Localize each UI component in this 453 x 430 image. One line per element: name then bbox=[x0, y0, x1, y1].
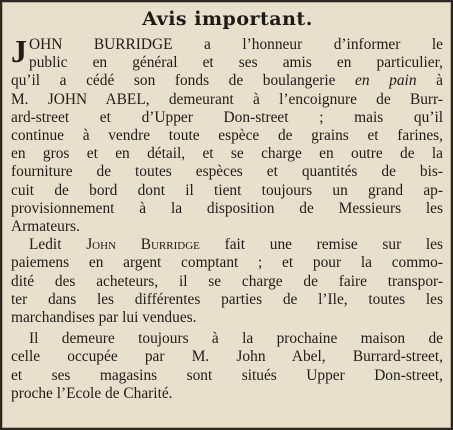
text-line: Il demeure toujours à la prochaine maison de bbox=[29, 330, 443, 348]
text-line: celle occupée par M. John Abel, Burrard-street, bbox=[11, 348, 443, 366]
text-line: marchandises par lui vendues. bbox=[11, 309, 197, 327]
text-line bbox=[11, 72, 443, 90]
text-line: Armateurs. bbox=[11, 218, 80, 236]
text-line: paiemens en argent comptant ; et pour la commo- bbox=[11, 254, 443, 272]
text-line: et ses magasins sont situés Upper Don-street, bbox=[11, 366, 443, 384]
text-line: fourniture de toutes espèces et quantités de bis- bbox=[11, 163, 443, 181]
paragraph-1 bbox=[11, 33, 443, 236]
text-segment: fait une remise sur les bbox=[224, 236, 443, 254]
italic-text: en pain bbox=[355, 72, 417, 90]
text-segment: qu’il a cédé son fonds de boulangerie bbox=[11, 72, 336, 90]
text-line: ter dans les différentes parties de l’Ile, toutes les bbox=[11, 290, 443, 308]
small-caps-name: John Burridge bbox=[86, 236, 200, 254]
text-line bbox=[11, 236, 443, 254]
paragraph-3 bbox=[11, 330, 443, 403]
text-line: cuit de bord dont il tient toujours un grand ap- bbox=[11, 181, 443, 199]
text-segment: Ledit bbox=[29, 236, 62, 254]
newspaper-clipping bbox=[2, 2, 451, 428]
text-line: dité des acheteurs, il se charge de faire transpor- bbox=[11, 272, 443, 290]
drop-cap: J bbox=[11, 33, 27, 69]
notice-title: Avis important. bbox=[142, 8, 313, 30]
text-line: provisionnement à la disposition de Messieurs les bbox=[11, 199, 443, 217]
text-line: public en général et ses amis en particulier, bbox=[29, 54, 443, 72]
text-segment: à bbox=[436, 72, 443, 90]
text-line: OHN BURRIDGE a l’honneur d’informer le bbox=[29, 36, 443, 53]
text-line: continue à vendre toute espèce de grains et farines, bbox=[11, 127, 443, 145]
notice-body bbox=[11, 33, 443, 403]
text-line: en gros et en détail, et se charge en outre de la bbox=[11, 145, 443, 163]
text-line: M. JOHN ABEL, demeurant à l’encoignure de Burr- bbox=[11, 90, 443, 108]
paragraph-2 bbox=[11, 236, 443, 327]
text-line: ard-street et d’Upper Don-street ; mais qu’il bbox=[11, 108, 443, 126]
text-line: proche l’Ecole de Charité. bbox=[11, 384, 173, 402]
